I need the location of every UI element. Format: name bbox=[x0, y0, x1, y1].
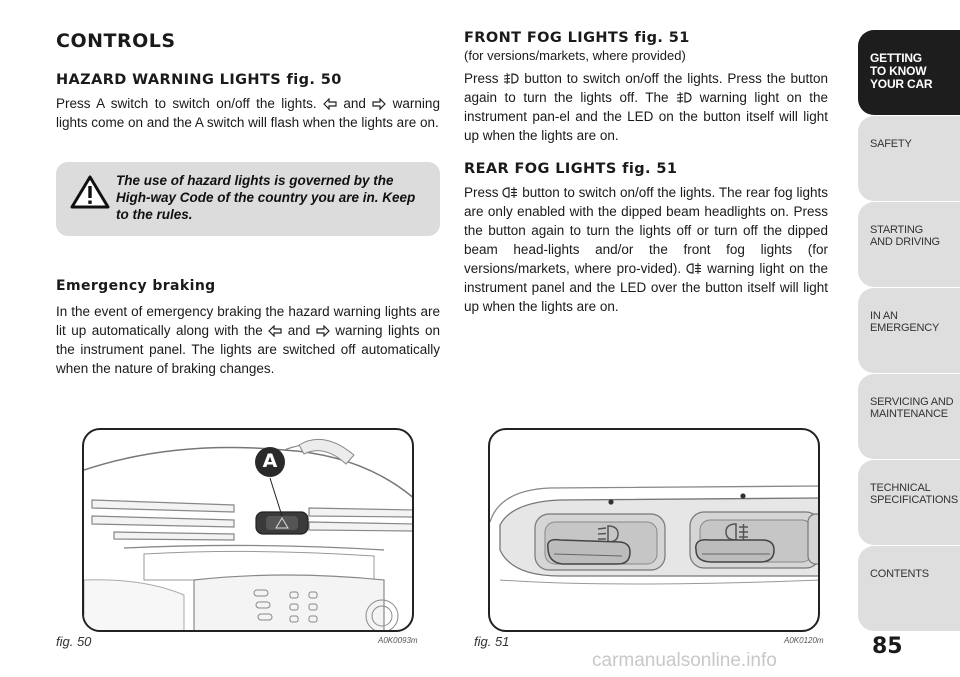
rear-text-1: Press bbox=[464, 185, 499, 200]
emergency-text-and: and bbox=[287, 323, 311, 338]
sidebar-tab-getting-to-know[interactable] bbox=[858, 30, 960, 115]
sidebar-tab-contents[interactable] bbox=[858, 546, 960, 631]
hazard-heading: HAZARD WARNING LIGHTS fig. 50 bbox=[56, 72, 342, 88]
sidebar-tab-emergency[interactable] bbox=[858, 288, 960, 373]
front-fog-light-icon bbox=[676, 91, 692, 104]
page-number: 85 bbox=[872, 634, 903, 659]
hazard-text-2: warning lights come on and the A switch will flash when the lights are on. bbox=[56, 96, 440, 130]
rear-fog-light-icon bbox=[686, 262, 702, 275]
rear-fog-light-icon bbox=[502, 186, 518, 199]
marker-a-label: A bbox=[262, 450, 278, 472]
sidebar-tab-technical[interactable] bbox=[858, 460, 960, 545]
emergency-section bbox=[56, 278, 440, 378]
emergency-text-2: warning lights on the instrument panel. The lights are switched off automatically when the nature of braking changes. bbox=[56, 323, 440, 376]
emergency-heading: Emergency braking bbox=[56, 278, 216, 294]
figure-51-fog-switches bbox=[488, 428, 820, 632]
front-text-3: warning light on the instrument pan-el and the LED on the button itself will light up when the lights are on. bbox=[464, 90, 828, 143]
watermark: carmanualsonline.info bbox=[592, 650, 777, 671]
fig51-label: fig. 51 bbox=[474, 634, 510, 649]
front-text-1: Press bbox=[464, 71, 499, 86]
sidebar-tab-label: SAFETY bbox=[870, 138, 912, 150]
emergency-text-1: In the event of emergency braking the hazard warning lights are lit up automatically along with the bbox=[56, 304, 440, 338]
hazard-text-and: and bbox=[343, 96, 366, 111]
sidebar-tab-label: STARTING AND DRIVING bbox=[870, 224, 940, 248]
emergency-paragraph bbox=[56, 302, 440, 378]
front-fog-paragraph bbox=[464, 69, 828, 145]
sidebar-tab-label: TECHNICAL SPECIFICATIONS bbox=[870, 482, 959, 506]
sidebar-tab-servicing[interactable] bbox=[858, 374, 960, 459]
right-column bbox=[464, 30, 828, 316]
warning-triangle-icon bbox=[70, 174, 110, 210]
hazard-paragraph bbox=[56, 94, 440, 132]
sidebar-tab-label: IN AN EMERGENCY bbox=[870, 310, 940, 334]
arrow-right-outline-icon bbox=[316, 325, 330, 337]
sidebar-tab-label: SERVICING AND MAINTENANCE bbox=[870, 396, 954, 420]
arrow-left-outline-icon bbox=[268, 325, 282, 337]
hazard-text-1: Press A switch to switch on/off the lights. bbox=[56, 96, 317, 111]
rear-text-3: warning light on the instrument panel and the LED over the button itself will light up when the lights are on. bbox=[464, 261, 828, 314]
sidebar-tab-safety[interactable] bbox=[858, 116, 960, 201]
rear-text-2: button to switch on/off the lights. The rear fog lights are only enabled with the dipped beam headlights on. Press the button again to turn the lights off or turn off the dipped beam head-lights and/or the front fog lights (for versions/markets, where pro-vided). bbox=[464, 185, 828, 276]
warning-box bbox=[56, 162, 440, 236]
dashboard-illustration bbox=[84, 430, 414, 632]
fig51-code: A0K0120m bbox=[784, 636, 824, 645]
chapter-sidebar bbox=[858, 30, 960, 632]
arrow-right-outline-icon bbox=[372, 98, 386, 110]
sidebar-tab-starting-driving[interactable] bbox=[858, 202, 960, 287]
arrow-left-outline-icon bbox=[323, 98, 337, 110]
front-text-2: button to switch on/off the lights. Press the button again to turn the lights off. The bbox=[464, 71, 828, 105]
page-title: CONTROLS bbox=[56, 30, 176, 52]
sidebar-tab-label: CONTENTS bbox=[870, 568, 929, 580]
front-fog-subtitle: (for versions/markets, where provided) bbox=[464, 48, 686, 63]
front-fog-light-icon bbox=[503, 72, 519, 85]
fog-switch-illustration bbox=[490, 430, 820, 632]
left-column bbox=[56, 30, 440, 132]
fig50-label: fig. 50 bbox=[56, 634, 92, 649]
rear-fog-paragraph bbox=[464, 183, 828, 316]
front-fog-heading: FRONT FOG LIGHTS fig. 51 bbox=[464, 30, 690, 46]
fig50-code: A0K0093m bbox=[378, 636, 418, 645]
rear-fog-heading: REAR FOG LIGHTS fig. 51 bbox=[464, 161, 678, 177]
warning-text: The use of hazard lights is governed by the High-way Code of the country you are in. Keep to the rules. bbox=[116, 173, 416, 222]
sidebar-tab-label: GETTING TO KNOW YOUR CAR bbox=[870, 51, 933, 91]
figure-50-hazard-dashboard bbox=[82, 428, 414, 632]
